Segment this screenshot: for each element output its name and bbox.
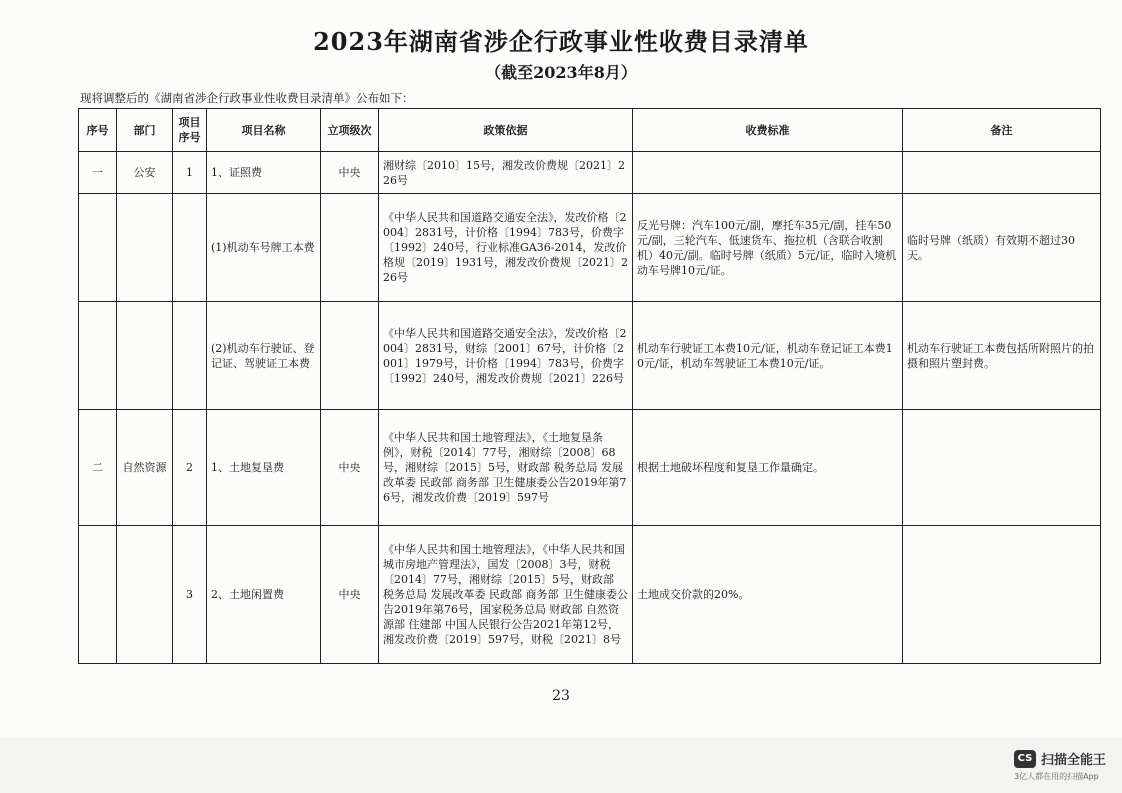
cell-item-seq: 2 (173, 410, 207, 526)
cell-policy: 《中华人民共和国土地管理法》，《中华人民共和国城市房地产管理法》，国发〔2008〕3号，财税〔2014〕77号，湘财综〔2015〕5号，财政部 税务总局 发展改革委 民政部 商务部 卫生健康委公告2019年第76号，国家税务总局 财政部 自然资源部 住建部 中国人民银行公告2021年第12号，湘发改价费〔2019〕597号，财税〔2021〕8号 (379, 526, 633, 664)
cell-dept (117, 526, 173, 664)
header-note: 备注 (903, 109, 1101, 152)
cell-policy: 《中华人民共和国土地管理法》，《土地复垦条例》，财税〔2014〕77号，湘财综〔2008〕68号，湘财综〔2015〕5号，财政部 税务总局 发展改革委 民政部 商务部 卫生健康委公告2019年第76号，湘发改价费〔2019〕597号 (379, 410, 633, 526)
cell-seq: 二 (79, 410, 117, 526)
cell-note (903, 526, 1101, 664)
cell-seq (79, 302, 117, 410)
table-row (79, 410, 1101, 526)
table-row (79, 526, 1101, 664)
cell-note: 机动车行驶证工本费包括所附照片的拍摄和照片塑封费。 (903, 302, 1101, 410)
cell-item-seq (173, 302, 207, 410)
cell-dept (117, 194, 173, 302)
cell-item-name: 1、证照费 (207, 152, 321, 194)
header-level: 立项级次 (321, 109, 379, 152)
cell-dept (117, 302, 173, 410)
cell-item-name: (2)机动车行驶证、登记证、驾驶证工本费 (207, 302, 321, 410)
header-item-name: 项目名称 (207, 109, 321, 152)
cell-level: 中央 (321, 152, 379, 194)
page-subtitle: （截至2023年8月） (485, 63, 637, 82)
page-number: 23 (552, 688, 570, 704)
cell-item-name: 2、土地闲置费 (207, 526, 321, 664)
header-standard: 收费标准 (633, 109, 903, 152)
header-dept: 部门 (117, 109, 173, 152)
cell-dept: 公安 (117, 152, 173, 194)
cell-item-name: 1、土地复垦费 (207, 410, 321, 526)
table-row (79, 302, 1101, 410)
cell-dept: 自然资源 (117, 410, 173, 526)
cell-note: 临时号牌（纸质）有效期不超过30天。 (903, 194, 1101, 302)
cell-level: 中央 (321, 410, 379, 526)
scanner-tagline: 3亿人都在用的扫描App (1014, 772, 1099, 781)
cell-item-seq: 1 (173, 152, 207, 194)
cell-item-seq: 3 (173, 526, 207, 664)
cell-seq: 一 (79, 152, 117, 194)
cell-level (321, 194, 379, 302)
header-seq: 序号 (79, 109, 117, 152)
cell-level (321, 302, 379, 410)
table-row (79, 152, 1101, 194)
table-header-row (79, 109, 1101, 152)
table-row (79, 194, 1101, 302)
cell-seq (79, 194, 117, 302)
cell-note (903, 410, 1101, 526)
cell-standard: 根据土地破坏程度和复垦工作量确定。 (633, 410, 903, 526)
cell-item-seq (173, 194, 207, 302)
cell-policy: 《中华人民共和国道路交通安全法》，发改价格〔2004〕2831号，财综〔2001〕67号，计价格〔2001〕1979号，计价格〔1994〕783号，价费字〔1992〕240号，湘发改价费规〔2021〕226号 (379, 302, 633, 410)
camscanner-icon: CS (1014, 750, 1036, 768)
cell-level: 中央 (321, 526, 379, 664)
cell-policy: 《中华人民共和国道路交通安全法》，发改价格〔2004〕2831号，计价格〔1994〕783号，价费字〔1992〕240号，行业标准GA36-2014，发改价格规〔2019〕1931号，湘发改价费规〔2021〕226号 (379, 194, 633, 302)
cell-standard: 机动车行驶证工本费10元/证，机动车登记证工本费10元/证，机动车驾驶证工本费10元/证。 (633, 302, 903, 410)
intro-text: 现将调整后的《湖南省涉企行政事业性收费目录清单》公布如下： (80, 91, 414, 105)
page-title: 2023年湖南省涉企行政事业性收费目录清单 (313, 27, 809, 56)
cell-seq (79, 526, 117, 664)
scanner-app-name: 扫描全能王 (1041, 753, 1107, 768)
cell-standard (633, 152, 903, 194)
header-item-seq: 项目序号 (173, 109, 207, 152)
cell-item-name: (1)机动车号牌工本费 (207, 194, 321, 302)
cell-policy: 湘财综〔2010〕15号，湘发改价费规〔2021〕226号 (379, 152, 633, 194)
header-policy: 政策依据 (379, 109, 633, 152)
cell-standard: 反光号牌：汽车100元/副，摩托车35元/副，挂车50元/副，三轮汽车、低速货车、拖拉机（含联合收割机）40元/副。临时号牌（纸质）5元/证，临时入境机动车号牌10元/证。 (633, 194, 903, 302)
cell-note (903, 152, 1101, 194)
cell-standard: 土地成交价款的20%。 (633, 526, 903, 664)
scanner-footer (0, 738, 1122, 793)
fee-catalog-table (78, 108, 1101, 664)
scanner-watermark (1014, 749, 1106, 768)
